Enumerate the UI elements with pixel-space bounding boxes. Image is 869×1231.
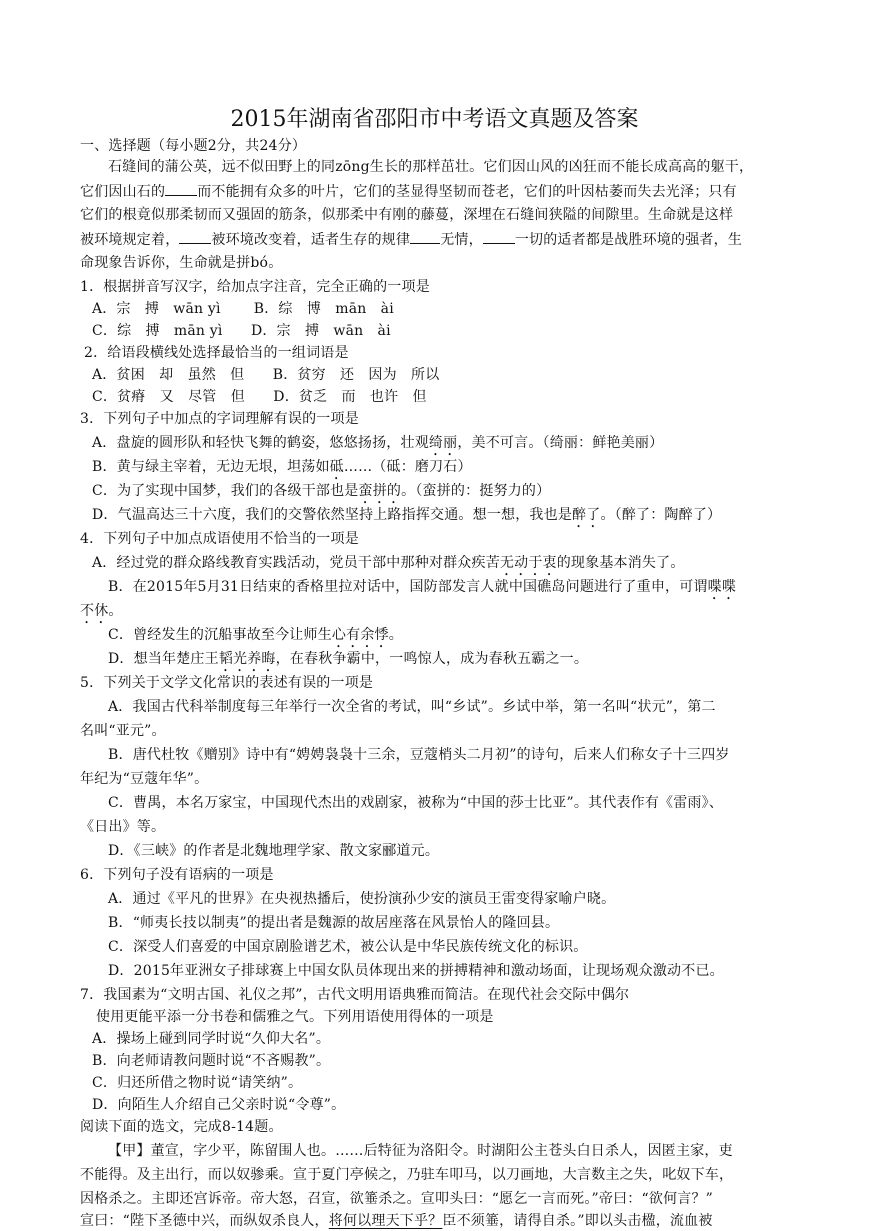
option-line: A．操场上碰到同学时说“久仰大名”。 [92,1031,331,1047]
option-line: 不休。 [80,603,123,619]
option-line: B．向老师请教问题时说“不吝赐教”。 [92,1053,331,1069]
passage-line: 命现象告诉你，生命就是拼bó。 [80,255,283,271]
page-title: 2015年湖南省邵阳市中考语文真题及答案 [230,107,639,132]
option-line: 年纪为“豆蔻年华”。 [80,771,209,787]
reading-passage-line: 【甲】董宣，字少平，陈留围人也。……后特征为洛阳令。时湖阳公主苍头白日杀人，因匿主家，吏 [108,1143,733,1159]
option-line: A．通过《平凡的世界》在央视热播后，使扮演孙少安的演员王雷变得家喻户晓。 [108,891,616,907]
question-5: 5．下列关于文学文化常识的表述有误的一项是 [80,675,374,691]
option-line: C．归还所借之物时说“请笑纳”。 [92,1075,303,1091]
option-line: D．气温高达三十六度，我们的交警依然坚持上路指挥交通。想一想，我也是醉了。（醉了：陶醉了） [92,507,722,523]
option-line: C．深受人们喜爱的中国京剧脸谱艺术，被公认是中华民族传统文化的标识。 [108,939,588,955]
passage-line: 被环境规定着， 被环境改变着，适者生存的规律 无情， 一切的适者都是战胜环境的强者，生 [80,229,869,250]
option-line: 名叫“亚元”。 [80,723,166,739]
underlined-sentence: 将何以理天下乎？ [328,1213,443,1229]
option-line: 《日出》等。 [80,819,166,835]
question-7: 7．我国素为“文明古国、礼仪之邦”，古代文明用语典雅而简洁。在现代社会交际中偶尔 [80,987,630,1003]
reading-passage-line: 不能得。及主出行，而以奴骖乘。宣于夏门亭候之，乃驻车叩马，以刀画地，大言数主之失，叱奴下车， [80,1167,734,1183]
option-line: C．为了实现中国梦，我们的各级干部也是蛮拼的。（蛮拼的：挺努力的） [92,483,551,499]
option-line: A．经过党的群众路线教育实践活动，党员干部中那种对群众疾苦无动于衷的现象基本消失了。 [92,555,685,571]
passage-line: 它们因山石的 而不能拥有众多的叶片，它们的茎显得坚韧而苍老，它们的叶因枯萎而失去光泽；只有 [80,181,869,202]
option-line: C．贫瘠 又 尽管 但 D．贫乏 而 也许 但 [92,389,427,405]
question-7-cont: 使用更能平添一分书卷和儒雅之气。下列用语使用得体的一项是 [96,1009,494,1025]
section-heading: 一、选择题（每小题2分，共24分） [80,138,307,154]
option-line: D．想当年楚庄王韬光养晦，在春秋争霸中，一鸣惊人，成为春秋五霸之一。 [108,651,589,667]
reading-instruction: 阅读下面的选文，完成8-14题。 [80,1119,283,1135]
option-line: C．曾经发生的沉船事故至今让师生心有余悸。 [108,627,403,643]
option-line: A．我国古代科举制度每三年举行一次全省的考试，叫“乡试”。乡试中举，第一名叫“状元”，第二 [108,699,716,715]
question-2: 2．给语段横线处选择最恰当的一组词语是 [84,345,349,361]
option-line: C．曹禺，本名万家宝，中国现代杰出的戏剧家，被称为“中国的莎士比亚”。其代表作有《雷雨》、 [108,795,724,811]
option-line: D．《三峡》的作者是北魏地理学家、散文家郦道元。 [108,843,440,859]
question-3: 3．下列句子中加点的字词理解有误的一项是 [80,411,359,427]
option-line: A．宗 搏 wān yì B．综 博 mān ài [92,301,394,317]
option-line: B．在2015年5月31日结束的香格里拉对话中，国防部发言人就中国礁岛问题进行了重申，可谓喋喋 [108,579,737,595]
fill-blank [165,181,197,196]
option-line: A．盘旋的圆形队和轻快飞舞的鹤姿，悠悠扬扬，壮观绮丽，美不可言。（绮丽：鲜艳美丽） [92,435,664,451]
fill-blank [179,229,211,244]
passage-line: 石缝间的蒲公英，远不似田野上的同zōng生长的那样茁壮。它们因山风的凶狂而不能长成高高的躯干， [108,159,754,175]
question-4: 4．下列句子中加点成语使用不恰当的一项是 [80,531,359,547]
question-1: 1．根据拼音写汉字，给加点字注音，完全正确的一项是 [80,279,430,295]
passage-line: 它们的根竟似那柔韧而又强固的筋条，似那柔中有刚的藤蔓，深埋在石缝间狭隘的间隙里。生命就是这样 [80,207,734,223]
question-6: 6．下列句子没有语病的一项是 [80,867,274,883]
fill-blank [410,229,440,244]
option-line: D．2015年亚洲女子排球赛上中国女队员体现出来的拼搏精神和激动场面，让现场观众激动不已。 [108,963,724,979]
option-line: D．向陌生人介绍自己父亲时说“令尊”。 [92,1097,346,1113]
option-line: A．贫困 却 虽然 但 B．贫穷 还 因为 所以 [92,367,440,383]
option-line: B．唐代杜牧《赠别》诗中有“娉娉袅袅十三余，豆蔻梢头二月初”的诗句，后来人们称女子十三四岁 [108,747,730,763]
option-line: B．黄与绿主宰着，无边无垠，坦荡如砥……（砥：磨刀石） [92,459,472,475]
option-line: C．综 搏 mān yì D．宗 搏 wān ài [92,323,391,339]
reading-passage-line: 因格杀之。主即还宫诉帝。帝大怒，召宣，欲箠杀之。宣叩头曰：“愿乞一言而死。”帝曰：“欲何言？” [80,1191,714,1207]
fill-blank [483,229,515,244]
reading-passage-line: 宣曰：“陛下圣德中兴，而纵奴杀良人，将何以理天下乎？臣不须箠，请得自杀。”即以头击楹，流血被 [80,1213,713,1229]
option-line: B．“师夷长技以制夷”的提出者是魏源的故居座落在风景怡人的隆回县。 [108,915,560,931]
